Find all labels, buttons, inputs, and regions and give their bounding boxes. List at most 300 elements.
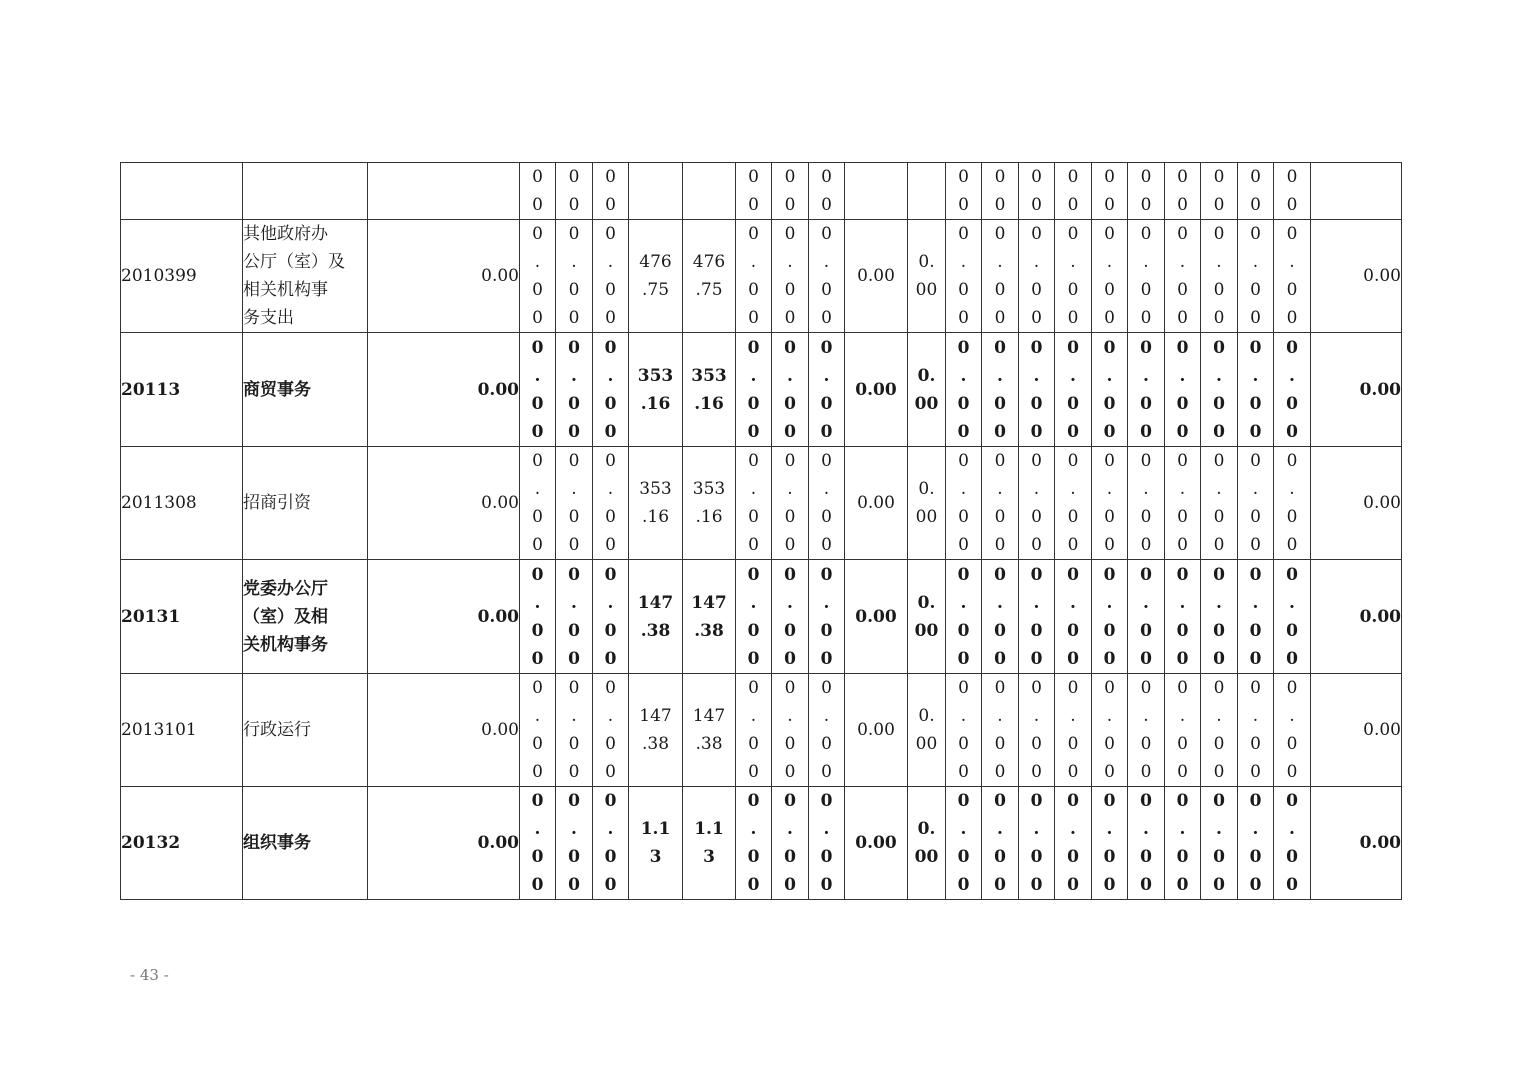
wrapped-value-cell-stack (629, 362, 682, 418)
narrow-value-cell-digit: 0 (568, 421, 580, 442)
narrow-value-cell-stack (1201, 220, 1237, 332)
narrow-value-cell-digit: 0 (957, 648, 970, 669)
narrow-value-cell-stack (1238, 163, 1273, 219)
subject-code-cell: 2010399 (121, 220, 243, 333)
narrow-value-cell-digit: 0 (994, 195, 1006, 215)
subject-name-line: 相关机构事 (243, 280, 328, 300)
narrow-value-cell-digit: 0 (1286, 620, 1298, 641)
narrow-value-cell-digit: . (607, 592, 614, 613)
narrow-value-cell-digit: 0 (532, 451, 543, 471)
narrow-value-cell-digit: . (571, 479, 577, 499)
narrow-value-cell-digit: 0 (531, 393, 544, 414)
narrow-value-cell-digit: 0 (994, 762, 1006, 782)
narrow-value-cell-digit: 0 (531, 648, 544, 669)
wrapped-value-cell-digit: 0. (917, 592, 936, 613)
narrow-value-cell-digit: 0 (1030, 620, 1043, 641)
narrow-value-cell (809, 560, 845, 674)
narrow-value-cell-digit: . (823, 479, 830, 499)
narrow-value-cell (946, 560, 982, 674)
narrow-value-cell-digit: . (787, 365, 793, 386)
narrow-value-cell-digit: 0 (1104, 507, 1115, 527)
narrow-value-cell-digit: 0 (1140, 648, 1152, 669)
narrow-value-cell-digit: . (534, 592, 541, 613)
narrow-value-cell-stack (946, 674, 981, 786)
narrow-value-cell-digit: 0 (1104, 535, 1115, 555)
wrapped-value-cell (629, 333, 683, 447)
wrapped-value-cell-stack (629, 815, 682, 871)
wrapped-value-cell-digit: 353 (691, 365, 727, 386)
narrow-value-cell-digit: 0 (748, 280, 759, 300)
narrow-value-cell-stack (1238, 334, 1273, 446)
narrow-value-cell-digit: . (1216, 819, 1222, 839)
narrow-value-cell-stack (772, 334, 808, 446)
table-body (121, 163, 1402, 900)
narrow-value-cell-digit: 0 (994, 620, 1006, 641)
narrow-value-cell-digit: 0 (1140, 393, 1152, 414)
narrow-value-cell-digit: 0 (1104, 308, 1115, 328)
narrow-value-cell-digit: . (787, 252, 793, 272)
narrow-value-cell-digit: 0 (568, 224, 580, 244)
narrow-value-cell-stack (1055, 787, 1091, 899)
narrow-value-cell-stack (1019, 220, 1054, 332)
wrapped-value-cell-stack (908, 362, 945, 418)
narrow-value-cell-digit: 0 (1213, 167, 1225, 187)
narrow-value-cell-digit: 0 (532, 535, 543, 555)
narrow-value-cell-stack (736, 561, 771, 673)
wrapped-value-cell (908, 447, 946, 560)
narrow-value-cell-stack (1201, 163, 1237, 219)
narrow-value-cell-stack (1019, 163, 1054, 219)
narrow-value-cell-digit: 0 (531, 337, 544, 358)
narrow-value-cell (809, 674, 845, 787)
wrapped-value-cell-digit: .75 (641, 280, 670, 300)
narrow-value-cell (1092, 447, 1128, 560)
narrow-value-cell-stack (1201, 787, 1237, 899)
narrow-value-cell-stack (809, 674, 844, 786)
narrow-value-cell (1274, 674, 1311, 787)
narrow-value-cell (1201, 674, 1238, 787)
wrapped-value-cell-digit: 147 (637, 592, 674, 613)
narrow-value-cell-digit: 0 (957, 791, 970, 811)
narrow-value-cell (556, 163, 593, 220)
wrapped-value-cell-stack (629, 702, 682, 758)
narrow-value-cell-stack (1238, 787, 1273, 899)
subject-name-line: 组织事务 (243, 833, 311, 853)
narrow-value-cell (1019, 787, 1055, 900)
narrow-value-cell-digit: 0 (994, 734, 1006, 754)
narrow-value-cell-digit: 0 (1030, 875, 1043, 895)
wrapped-value-cell-stack (908, 702, 945, 758)
narrow-value-cell-digit: 0 (1140, 507, 1152, 527)
narrow-value-cell-digit: 0 (1250, 280, 1261, 300)
narrow-value-cell-digit: . (960, 819, 967, 839)
narrow-value-cell-stack (982, 787, 1018, 899)
narrow-value-cell-digit: 0 (1030, 564, 1043, 585)
narrow-value-cell-digit: . (1143, 479, 1149, 499)
wrapped-value-cell-digit: 3 (649, 847, 662, 867)
narrow-value-cell-stack (1128, 220, 1164, 332)
narrow-value-cell-digit: . (1033, 706, 1040, 726)
narrow-value-cell-digit: 0 (1067, 535, 1079, 555)
narrow-value-cell-digit: 0 (1103, 847, 1116, 867)
narrow-value-cell-digit: 0 (1177, 167, 1188, 187)
narrow-value-cell-digit: 0 (532, 507, 543, 527)
narrow-value-cell-stack (556, 787, 592, 899)
narrow-value-cell (1165, 333, 1201, 447)
narrow-value-cell-digit: 0 (1286, 224, 1298, 244)
narrow-value-cell-digit: . (750, 592, 757, 613)
subject-code-cell: 20113 (121, 333, 243, 447)
narrow-value-cell-digit: 0 (1286, 535, 1298, 555)
narrow-value-cell-digit: 0 (605, 195, 616, 215)
narrow-value-cell-digit: 0 (605, 280, 616, 300)
wrapped-value-cell (908, 163, 946, 220)
narrow-value-cell-stack (1238, 447, 1273, 559)
narrow-value-cell-digit: . (823, 365, 830, 386)
narrow-value-cell-digit: 0 (1249, 337, 1262, 358)
narrow-value-cell-digit: 0 (820, 875, 833, 895)
narrow-value-cell-digit: . (823, 252, 830, 272)
narrow-value-cell-stack (520, 787, 555, 899)
narrow-value-cell-digit: 0 (1067, 280, 1079, 300)
value-cell: 0.00 (845, 787, 908, 900)
narrow-value-cell-digit: 0 (1140, 847, 1152, 867)
wrapped-value-cell (683, 333, 736, 447)
narrow-value-cell-stack (593, 334, 628, 446)
narrow-value-cell-digit: 0 (821, 308, 832, 328)
narrow-value-cell-digit: 0 (1286, 195, 1298, 215)
narrow-value-cell-digit: 0 (1286, 734, 1298, 754)
narrow-value-cell-digit: 0 (1286, 564, 1298, 585)
subject-name-line: 商贸事务 (243, 379, 311, 400)
narrow-value-cell-digit: 0 (994, 337, 1006, 358)
narrow-value-cell-digit: 0 (1249, 648, 1262, 669)
wrapped-value-cell-stack (683, 815, 735, 871)
narrow-value-cell (593, 560, 629, 674)
narrow-value-cell-stack (593, 447, 628, 559)
narrow-value-cell-digit: . (534, 706, 541, 726)
narrow-value-cell-digit: . (787, 592, 793, 613)
narrow-value-cell-digit: . (1252, 819, 1259, 839)
narrow-value-cell-digit: . (1106, 706, 1113, 726)
narrow-value-cell-digit: . (1106, 819, 1113, 839)
narrow-value-cell-digit: 0 (958, 280, 969, 300)
narrow-value-cell-digit: 0 (1286, 308, 1298, 328)
narrow-value-cell-stack (946, 787, 981, 899)
narrow-value-cell (1274, 220, 1311, 333)
narrow-value-cell-digit: 0 (784, 280, 796, 300)
narrow-value-cell-digit: 0 (604, 421, 617, 442)
narrow-value-cell (1055, 787, 1092, 900)
value-cell: 0.00 (845, 674, 908, 787)
narrow-value-cell-stack (1165, 163, 1200, 219)
narrow-value-cell-stack (1165, 674, 1200, 786)
narrow-value-cell-digit: 0 (1286, 875, 1298, 895)
narrow-value-cell (1055, 560, 1092, 674)
narrow-value-cell-digit: 0 (1031, 451, 1042, 471)
narrow-value-cell (1274, 787, 1311, 900)
narrow-value-cell-digit: 0 (1104, 167, 1115, 187)
narrow-value-cell (1019, 220, 1055, 333)
narrow-value-cell-stack (809, 787, 844, 899)
narrow-value-cell-digit: 0 (1031, 762, 1042, 782)
narrow-value-cell-digit: 0 (820, 421, 833, 442)
narrow-value-cell-digit: 0 (1140, 451, 1152, 471)
table-row (121, 447, 1402, 560)
narrow-value-cell-digit: 0 (1213, 337, 1225, 358)
wrapped-value-cell-stack (629, 248, 682, 304)
narrow-value-cell-stack (1055, 561, 1091, 673)
wrapped-value-cell-digit: 147 (639, 706, 672, 726)
narrow-value-cell-digit: 0 (958, 507, 969, 527)
narrow-value-cell-digit: 0 (1213, 224, 1225, 244)
narrow-value-cell-digit: 0 (1249, 847, 1262, 867)
narrow-value-cell-stack (1055, 447, 1091, 559)
narrow-value-cell-digit: 0 (605, 507, 616, 527)
narrow-value-cell-digit: 0 (568, 195, 580, 215)
wrapped-value-cell-stack (683, 362, 735, 418)
narrow-value-cell (1274, 333, 1311, 447)
wrapped-value-cell-stack (908, 815, 945, 871)
narrow-value-cell-digit: 0 (1177, 762, 1188, 782)
narrow-value-cell-digit: 0 (1176, 875, 1189, 895)
narrow-value-cell-digit: 0 (605, 224, 616, 244)
narrow-value-cell-stack (736, 220, 771, 332)
narrow-value-cell-digit: 0 (568, 535, 580, 555)
narrow-value-cell-digit: 0 (1176, 847, 1189, 867)
narrow-value-cell-digit: 0 (605, 167, 616, 187)
narrow-value-cell-digit: . (1179, 592, 1186, 613)
narrow-value-cell-digit: . (1106, 252, 1113, 272)
narrow-value-cell-stack (1165, 220, 1200, 332)
narrow-value-cell-stack (736, 447, 771, 559)
wrapped-value-cell-digit: 00 (914, 393, 939, 414)
narrow-value-cell-digit: 0 (748, 734, 759, 754)
narrow-value-cell-digit: . (571, 252, 577, 272)
narrow-value-cell-digit: . (1070, 365, 1076, 386)
narrow-value-cell (1055, 163, 1092, 220)
narrow-value-cell-digit: 0 (605, 308, 616, 328)
narrow-value-cell-digit: 0 (1103, 337, 1116, 358)
narrow-value-cell-digit: 0 (1213, 678, 1225, 698)
narrow-value-cell-digit: 0 (820, 337, 833, 358)
narrow-value-cell-digit: . (534, 819, 541, 839)
narrow-value-cell (946, 787, 982, 900)
narrow-value-cell-digit: . (750, 479, 757, 499)
narrow-value-cell-digit: 0 (784, 308, 796, 328)
narrow-value-cell (1128, 333, 1165, 447)
narrow-value-cell-digit: 0 (531, 875, 544, 895)
narrow-value-cell-stack (1128, 334, 1164, 446)
narrow-value-cell-stack (1128, 674, 1164, 786)
narrow-value-cell-digit: 0 (532, 678, 543, 698)
narrow-value-cell-stack (1238, 220, 1273, 332)
narrow-value-cell-digit: . (607, 706, 614, 726)
wrapped-value-cell (629, 163, 683, 220)
narrow-value-cell-digit: 0 (531, 791, 544, 811)
narrow-value-cell-digit: . (1252, 365, 1259, 386)
narrow-value-cell (556, 333, 593, 447)
narrow-value-cell-stack (1092, 674, 1127, 786)
narrow-value-cell-digit: 0 (1067, 620, 1079, 641)
narrow-value-cell-digit: 0 (958, 224, 969, 244)
narrow-value-cell-digit: . (997, 365, 1003, 386)
narrow-value-cell-digit: . (960, 252, 967, 272)
narrow-value-cell-stack (772, 787, 808, 899)
wrapped-value-cell (683, 674, 736, 787)
narrow-value-cell-digit: . (1179, 479, 1186, 499)
narrow-value-cell-digit: 0 (1286, 167, 1298, 187)
narrow-value-cell-digit: 0 (604, 648, 617, 669)
narrow-value-cell-digit: 0 (1213, 421, 1225, 442)
wrapped-value-cell (629, 674, 683, 787)
narrow-value-cell-digit: 0 (1213, 875, 1225, 895)
narrow-value-cell-digit: 0 (1213, 648, 1225, 669)
narrow-value-cell-digit: 0 (1176, 393, 1189, 414)
narrow-value-cell (736, 674, 772, 787)
value-cell: 0.00 (845, 333, 908, 447)
narrow-value-cell-stack (772, 220, 808, 332)
narrow-value-cell-digit: . (997, 252, 1003, 272)
narrow-value-cell-digit: 0 (1067, 847, 1079, 867)
narrow-value-cell-digit: 0 (1030, 791, 1043, 811)
narrow-value-cell-digit: 0 (1140, 308, 1152, 328)
subject-code-cell: 20131 (121, 560, 243, 674)
narrow-value-cell-stack (809, 220, 844, 332)
narrow-value-cell-digit: 0 (1103, 393, 1116, 414)
page-number: - 43 - (130, 966, 169, 984)
subject-name-line: 务支出 (243, 308, 294, 328)
narrow-value-cell (982, 787, 1019, 900)
amount-cell: 0.00 (368, 333, 520, 447)
narrow-value-cell-digit: 0 (568, 337, 580, 358)
narrow-value-cell-digit: 0 (568, 167, 580, 187)
narrow-value-cell-digit: . (1289, 252, 1295, 272)
narrow-value-cell-digit: 0 (532, 195, 543, 215)
narrow-value-cell-stack (1092, 334, 1127, 446)
narrow-value-cell-digit: . (823, 706, 830, 726)
narrow-value-cell-stack (1274, 334, 1310, 446)
subject-name-cell (243, 163, 368, 220)
narrow-value-cell-digit: 0 (994, 535, 1006, 555)
narrow-value-cell-digit: . (1216, 706, 1222, 726)
table-row (121, 674, 1402, 787)
narrow-value-cell-digit: 0 (1176, 564, 1189, 585)
narrow-value-cell-digit: 0 (1104, 451, 1115, 471)
narrow-value-cell (520, 220, 556, 333)
wrapped-value-cell-stack (908, 248, 945, 304)
narrow-value-cell-digit: 0 (1286, 791, 1298, 811)
narrow-value-cell-stack (593, 163, 628, 219)
narrow-value-cell (809, 333, 845, 447)
narrow-value-cell-digit: 0 (1067, 393, 1079, 414)
wrapped-value-cell (908, 674, 946, 787)
subject-name-line: 关机构事务 (243, 634, 328, 655)
budget-table (120, 162, 1402, 900)
subject-code-cell: 2013101 (121, 674, 243, 787)
narrow-value-cell (1238, 333, 1274, 447)
narrow-value-cell-stack (982, 163, 1018, 219)
narrow-value-cell-digit: 0 (1213, 308, 1225, 328)
narrow-value-cell-digit: . (823, 819, 830, 839)
narrow-value-cell-stack (1055, 220, 1091, 332)
narrow-value-cell-digit: 0 (1286, 280, 1298, 300)
narrow-value-cell-digit: 0 (748, 451, 759, 471)
narrow-value-cell-digit: 0 (958, 762, 969, 782)
wrapped-value-cell-digit: .16 (640, 393, 671, 414)
narrow-value-cell-digit: 0 (1213, 564, 1225, 585)
narrow-value-cell (1274, 163, 1311, 220)
narrow-value-cell-stack (736, 674, 771, 786)
wrapped-value-cell-digit: .38 (641, 734, 670, 754)
total-cell: 0.00 (1311, 674, 1402, 787)
subject-name-line: 其他政府办 (243, 224, 328, 244)
narrow-value-cell-digit: 0 (958, 451, 969, 471)
narrow-value-cell (1165, 447, 1201, 560)
narrow-value-cell-digit: 0 (1140, 167, 1152, 187)
narrow-value-cell-digit: . (787, 819, 793, 839)
narrow-value-cell-digit: 0 (1140, 791, 1152, 811)
narrow-value-cell-digit: . (750, 819, 757, 839)
narrow-value-cell-digit: 0 (958, 535, 969, 555)
narrow-value-cell-digit: 0 (1031, 734, 1042, 754)
narrow-value-cell-digit: 0 (1286, 678, 1298, 698)
narrow-value-cell-stack (1019, 334, 1054, 446)
narrow-value-cell-digit: . (1106, 365, 1113, 386)
narrow-value-cell (1165, 163, 1201, 220)
narrow-value-cell-stack (946, 220, 981, 332)
narrow-value-cell (556, 447, 593, 560)
wrapped-value-cell (629, 560, 683, 674)
wrapped-value-cell-digit: 00 (915, 280, 938, 300)
narrow-value-cell-digit: 0 (1031, 167, 1042, 187)
narrow-value-cell (809, 220, 845, 333)
subject-name-line: 党委办公厅 (243, 578, 328, 599)
narrow-value-cell-digit: . (607, 479, 614, 499)
narrow-value-cell-digit: 0 (821, 195, 832, 215)
narrow-value-cell-digit: . (1289, 592, 1295, 613)
narrow-value-cell-stack (1019, 447, 1054, 559)
narrow-value-cell (1019, 674, 1055, 787)
narrow-value-cell-digit: 0 (1031, 224, 1042, 244)
narrow-value-cell-stack (1165, 787, 1200, 899)
narrow-value-cell-digit: 0 (1213, 393, 1225, 414)
narrow-value-cell-digit: 0 (1213, 451, 1225, 471)
narrow-value-cell-digit: 0 (820, 648, 833, 669)
narrow-value-cell-stack (556, 163, 592, 219)
narrow-value-cell-digit: 0 (1067, 337, 1079, 358)
narrow-value-cell-digit: 0 (1177, 195, 1188, 215)
narrow-value-cell-digit: 0 (1213, 620, 1225, 641)
narrow-value-cell-digit: . (1106, 592, 1113, 613)
narrow-value-cell-digit: 0 (820, 564, 833, 585)
narrow-value-cell-digit: 0 (994, 451, 1006, 471)
narrow-value-cell-stack (556, 220, 592, 332)
narrow-value-cell-digit: . (1033, 252, 1040, 272)
narrow-value-cell-digit: 0 (1104, 678, 1115, 698)
amount-cell: 0.00 (368, 787, 520, 900)
narrow-value-cell-digit: . (1070, 706, 1076, 726)
narrow-value-cell-digit: 0 (1067, 167, 1079, 187)
narrow-value-cell-stack (1274, 447, 1310, 559)
subject-name-line: 行政运行 (243, 720, 311, 740)
narrow-value-cell-digit: 0 (994, 678, 1006, 698)
narrow-value-cell (982, 447, 1019, 560)
narrow-value-cell-stack (736, 163, 771, 219)
narrow-value-cell-digit: 0 (748, 195, 759, 215)
narrow-value-cell-digit: 0 (1067, 791, 1079, 811)
amount-cell: 0.00 (368, 674, 520, 787)
